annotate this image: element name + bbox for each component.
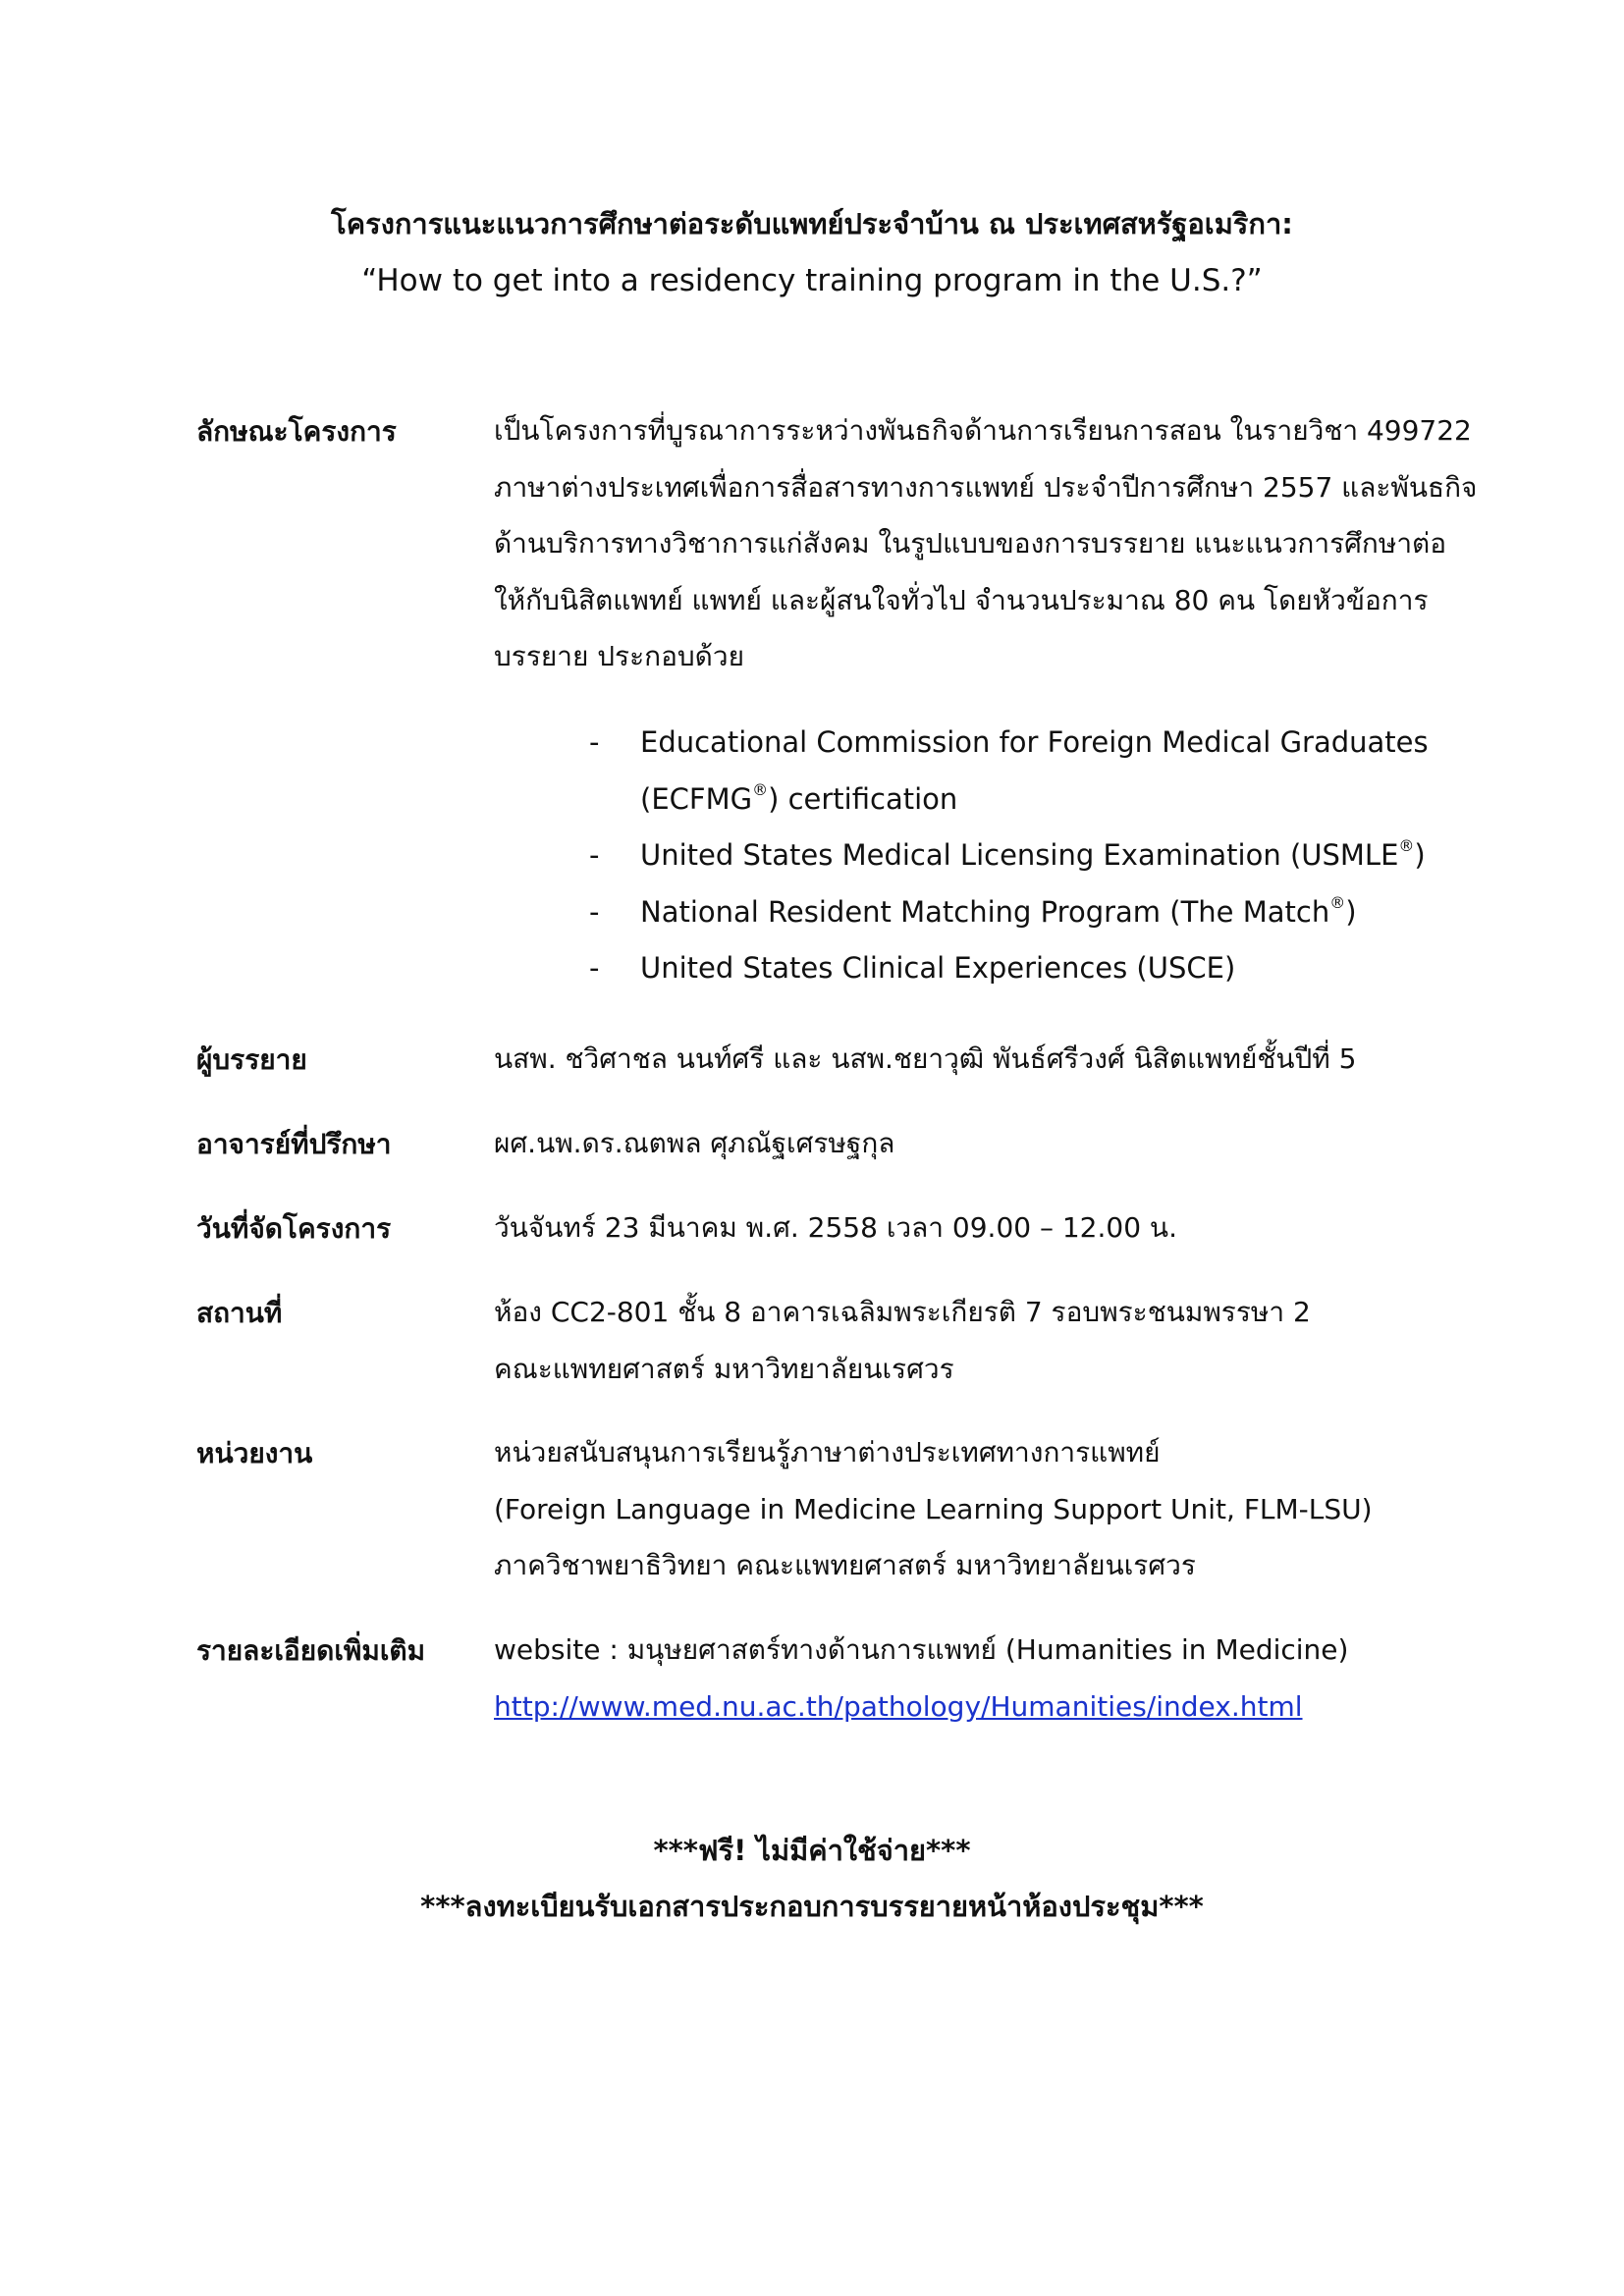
value-speakers xyxy=(494,1031,1356,1088)
nature-line: ให้กับนิสิตแพทย์ แพทย์ และผู้สนใจทั่วไป จำนวนประมาณ 80 คน โดยหัวข้อการ xyxy=(494,583,1429,616)
topic-item-usce xyxy=(585,940,1429,997)
unit-line: หน่วยสนับสนุนการเรียนรู้ภาษาต่างประเทศทางการแพทย์ xyxy=(494,1436,1161,1468)
label-speakers: ผู้บรรยาย xyxy=(196,1043,307,1076)
label-details: รายละเอียดเพิ่มเติม xyxy=(196,1634,426,1667)
nature-line: เป็นโครงการที่บูรณาการระหว่างพันธกิจด้านการเรียนการสอน ในรายวิชา 499722 xyxy=(494,414,1472,447)
topic-text-continued xyxy=(640,772,1429,828)
topic-item-match xyxy=(585,884,1429,941)
date-text: วันจันทร์ 23 มีนาคม พ.ศ. 2558 เวลา 09.00 – 12.00 น. xyxy=(494,1211,1177,1244)
registered-mark: ® xyxy=(1398,836,1415,855)
website-link[interactable]: http://www.med.nu.ac.th/pathology/Humanities/index.html xyxy=(494,1689,1303,1723)
value-venue xyxy=(494,1284,1311,1397)
speakers-text: นสพ. ชวิศาชล นนท์ศรี และ นสพ.ชยาวุฒิ พันธ์ศรีวงศ์ นิสิตแพทย์ชั้นปีที่ 5 xyxy=(494,1042,1357,1075)
title-english: “How to get into a residency training program in the U.S.?” xyxy=(361,263,1263,298)
bullet-dash: - xyxy=(589,838,600,872)
bullet-dash: - xyxy=(589,894,600,929)
topic-text xyxy=(640,828,1429,884)
topic-text: United States Clinical Experiences (USCE) xyxy=(640,951,1236,985)
bullet-dash: - xyxy=(589,951,600,985)
value-project-nature xyxy=(494,402,1477,685)
topic-text xyxy=(640,884,1429,941)
label-project-nature: ลักษณะโครงการ xyxy=(196,415,397,448)
topic-text-part: ) xyxy=(1345,894,1357,929)
website-text: website : มนุษยศาสตร์ทางด้านการแพทย์ (Humanities in Medicine) xyxy=(494,1633,1349,1666)
bullet-dash: - xyxy=(589,725,600,759)
value-details xyxy=(494,1622,1348,1735)
topic-text-part: (ECFMG xyxy=(640,781,753,816)
label-unit: หน่วยงาน xyxy=(196,1437,313,1469)
topic-text: Educational Commission for Foreign Medical Graduates xyxy=(640,725,1429,759)
footer-free-note: ***ฟรี! ไม่มีค่าใช้จ่าย*** xyxy=(653,1834,971,1867)
title-thai: โครงการแนะแนวการศึกษาต่อระดับแพทย์ประจำบ้าน ณ ประเทศสหรัฐอเมริกา: xyxy=(331,207,1293,240)
topic-list xyxy=(585,715,1429,997)
venue-line: ห้อง CC2-801 ชั้น 8 อาคารเฉลิมพระเกียรติ 7 รอบพระชนมพรรษา 2 xyxy=(494,1296,1311,1328)
unit-line: (Foreign Language in Medicine Learning Support Unit, FLM-LSU) xyxy=(494,1492,1373,1525)
value-unit xyxy=(494,1424,1373,1594)
venue-line: คณะแพทยศาสตร์ มหาวิทยาลัยนเรศวร xyxy=(494,1352,954,1385)
nature-line: ด้านบริการทางวิชาการแก่สังคม ในรูปแบบของการบรรยาย แนะแนวการศึกษาต่อ xyxy=(494,527,1447,560)
topic-text-part: United States Medical Licensing Examination (USMLE xyxy=(640,838,1399,872)
label-advisor: อาจารย์ที่ปรึกษา xyxy=(196,1128,392,1160)
website-link-line xyxy=(494,1679,1348,1735)
registered-mark: ® xyxy=(752,779,769,799)
unit-line: ภาควิชาพยาธิวิทยา คณะแพทยศาสตร์ มหาวิทยาลัยนเรศวร xyxy=(494,1549,1196,1581)
topic-item-ecfmg xyxy=(585,715,1429,828)
value-advisor xyxy=(494,1115,894,1172)
topic-text-part: ) certification xyxy=(768,781,958,816)
advisor-text: ผศ.นพ.ดร.ณตพล ศุภณัฐเศรษฐกุล xyxy=(494,1127,895,1159)
label-date: วันที่จัดโครงการ xyxy=(196,1212,392,1245)
label-venue: สถานที่ xyxy=(196,1297,283,1329)
topic-item-usmle xyxy=(585,828,1429,884)
footer-register-note: ***ลงทะเบียนรับเอกสารประกอบการบรรยายหน้าห้องประชุม*** xyxy=(420,1890,1204,1923)
topic-text-part: National Resident Matching Program (The Match xyxy=(640,894,1330,929)
value-date xyxy=(494,1200,1177,1256)
topic-text-part: ) xyxy=(1414,838,1426,872)
nature-line: บรรยาย ประกอบด้วย xyxy=(494,640,744,672)
nature-line: ภาษาต่างประเทศเพื่อการสื่อสารทางการแพทย์ ประจำปีการศึกษา 2557 และพันธกิจ xyxy=(494,470,1478,504)
registered-mark: ® xyxy=(1329,892,1346,912)
